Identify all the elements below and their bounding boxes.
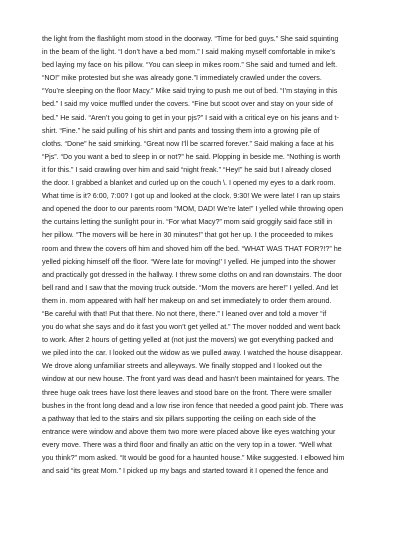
text-line: her pillow. “The movers will be here in 30 minutes!” that got her up. I the proceeded to mikes (42, 231, 333, 240)
text-line: it for this.” I said crawling over him and said “night freak.” “Hey!” he said but I already closed (42, 165, 332, 174)
text-line: the light from the flashlight mom stood in the doorway. “Time for bed guys.” She said squinting (42, 35, 339, 43)
text-line: bed.” I said my voice muffled under the covers. “Fine but scoot over and stay on your side of (42, 100, 333, 109)
text-line: the door. I grabbed a blanket and curled up on the couch \. I opened my eyes to a dark room. (42, 179, 336, 188)
text-line: window at our new house. The front yard was dead and hasn’t been maintained for years. The (42, 375, 340, 384)
text-line: we piled into the car. I looked out the widow as we pulled away. I watched the house disappear. (42, 349, 343, 358)
text-line: in the beam of the light. “I don’t have a bed mom.” I said making myself comfortable in mike’s (42, 48, 336, 57)
text-line: yelled picking himself off the floor. “Were late for moving!’ I yelled. He jumped into the shower (42, 257, 336, 266)
text-line: every move. There was a third floor and finally an attic on the very top in a tower. “Well what (42, 440, 332, 449)
text-line: bed laying my face on his pillow. “You can sleep in mikes room.” She said and turned and left. (42, 61, 338, 70)
text-line: shirt. “Fine.” he said pulling of his shirt and pants and tossing them into a growing pile of (42, 126, 320, 135)
text-line: and opened the door to our parents room “MOM, DAD! We’re late!” I yelled while throwing open (42, 205, 344, 214)
text-line: We drove along unfamiliar streets and alleyways. We finally stopped and I looked out the (42, 362, 322, 371)
text-line: What time is it? 6:00, 7:00? I got up and looked at the clock. 9:30! We were late! I ran up stairs (42, 192, 340, 201)
text-line: room and threw the covers off him and shoved him off the bed. “WHAT WAS THAT FOR?!?” he (42, 244, 342, 253)
text-line: bushes in the front long dead and a low rise iron fence that needed a good paint job. There was (42, 401, 344, 410)
text-line: “Pjs”. “Do you want a bed to sleep in or not?” he said. Plopping in beside me. “Nothing is worth (42, 152, 341, 161)
text-line: you do what she says and do it fast you won’t get yelled at.” The mover nodded and went back (42, 323, 341, 332)
text-line: bed.” He said. “Aren’t you going to get in your pjs?” I said with a critical eye on his jeans and t- (42, 113, 339, 122)
text-line: “NO!” mike protested but she was already gone.”I immediately crawled under the covers. (42, 74, 322, 83)
text-line: “Be careful with that! Put that there. No not there, there.” I leaned over and told a mover “if (42, 309, 327, 318)
text-line: a pathway that led to the stairs and six pillars supporting the ceiling on each side of the (42, 414, 316, 423)
text-line: and said “its great Mom.” I picked up my bags and started toward it I opened the fence and (42, 467, 329, 476)
text-line: them in. mom appeared with half her makeup on and set immediately to order them around. (42, 296, 332, 305)
text-line: bell rand and I saw that the moving truck outside. “Mom the movers are here!” I yelled. And let (42, 283, 339, 292)
text-line: cloths. “Done” he said smirking. “Great now I’ll be scarred forever.” Said making a face at his (42, 139, 334, 148)
text-line: and practically got dressed in the hallway. I threw some cloths on and ran downstairs. The door (42, 270, 342, 279)
text-line: three huge oak trees have lost there leaves and stood bare on the front. There were smaller (42, 388, 332, 397)
text-line: you think?” mom asked. “It would be good for a haunted house.” Mike suggested. I elbowed him (42, 454, 345, 462)
text-line: to work. After 2 hours of getting yelled at (not just the movers) we got everything packed and (42, 336, 334, 345)
text-line: entrance were window and above them two more were placed above like eyes watching your (42, 427, 336, 436)
body-text (42, 33, 381, 478)
text-line: “You’re sleeping on the floor Macy.” Mike said trying to push me out of bed. “I’m staying in this (42, 87, 338, 96)
text-line: the curtains letting the sunlight pour in. “For what Macy?” mom said groggily said face still in (42, 218, 333, 227)
